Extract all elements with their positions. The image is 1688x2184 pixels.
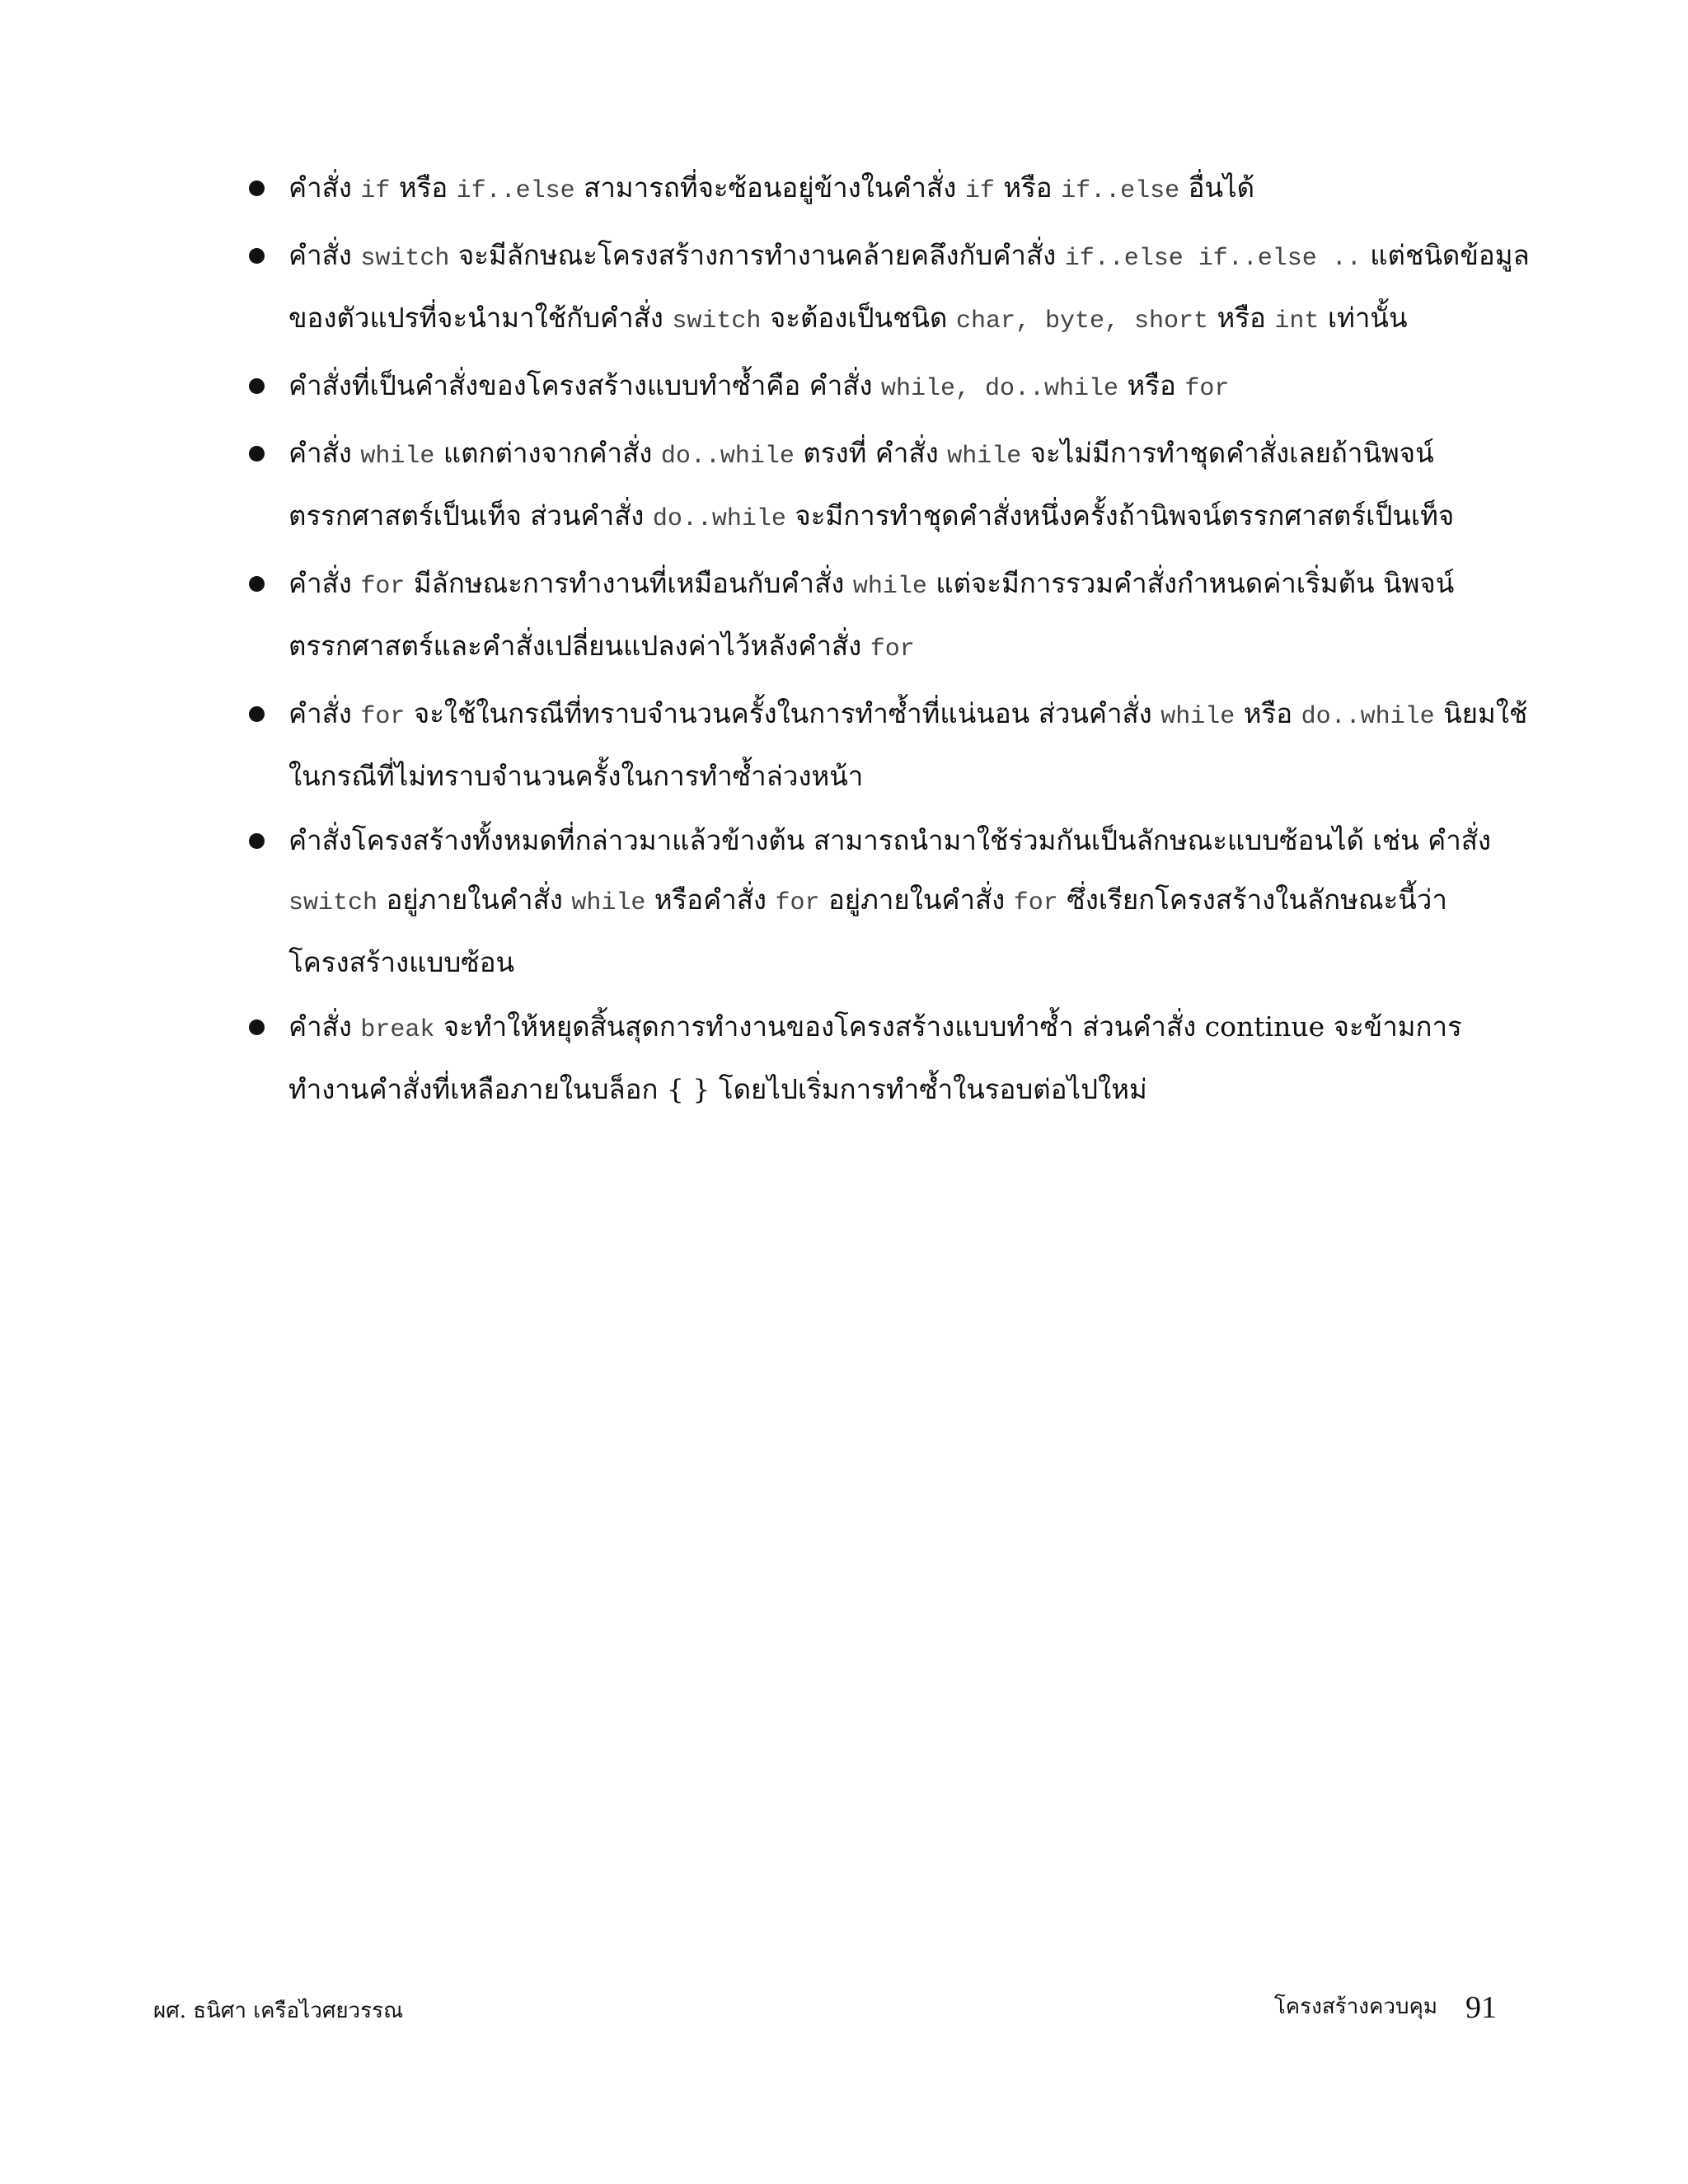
code-keyword: if xyxy=(964,177,995,205)
code-keyword: if..else xyxy=(456,177,575,205)
bullet-text: หรือ xyxy=(1118,369,1185,401)
code-keyword: do..while xyxy=(660,443,795,471)
bullet-text: หรือ xyxy=(1235,697,1301,729)
code-keyword: for xyxy=(360,573,406,601)
bullet-text: จะมีลักษณะโครงสร้างการทำงานคล้ายคลึงกับคำสั่ง xyxy=(449,239,1065,271)
bullet-item xyxy=(247,811,1533,992)
bullet-text: แต่ชนิดข้อมูลของตัวแปรที่จะนำมาใช้กับคำสั่ง xyxy=(288,239,1530,334)
bullet-text: อยู่ภายในคำสั่ง xyxy=(377,883,572,916)
bullet-text: ซึ่งเรียกโครงสร้างในลักษณะนี้ว่า โครงสร้างแบบซ้อน xyxy=(288,883,1447,978)
summary-bullet-list xyxy=(247,158,1533,1124)
bullet-text: คำสั่ง xyxy=(288,567,361,599)
code-keyword: break xyxy=(360,1016,435,1044)
code-keyword: while xyxy=(852,573,927,601)
bullet-text: คำสั่ง xyxy=(288,697,361,729)
bullet-item xyxy=(247,684,1533,806)
code-keyword: int xyxy=(1274,307,1320,335)
bullet-item xyxy=(247,424,1533,549)
footer-author: ผศ. ธนิศา เครือไวศยวรรณ xyxy=(153,1999,404,2023)
footer-chapter-title: โครงสร้างควบคุม xyxy=(1273,1994,1437,2019)
code-keyword: while xyxy=(360,443,435,471)
bullet-dot-icon xyxy=(249,248,265,264)
code-keyword: switch xyxy=(360,245,450,273)
bullet-text: คำสั่ง xyxy=(288,437,361,469)
bullet-dot-icon xyxy=(249,576,265,592)
code-keyword: for xyxy=(1013,889,1058,917)
bullet-text: หรือ xyxy=(994,171,1062,204)
code-keyword: if..else xyxy=(1061,177,1180,205)
bullet-text: คำสั่งโครงสร้างทั้งหมดที่กล่าวมาแล้วข้างต้น สามารถนำมาใช้ร่วมกันเป็นลักษณะแบบซ้อนได้ เช่น คำสั่ง xyxy=(288,824,1492,856)
bullet-dot-icon xyxy=(249,706,265,722)
bullet-dot-icon xyxy=(249,833,265,849)
bullet-text: ตรงที่ คำสั่ง xyxy=(794,437,948,469)
bullet-item xyxy=(247,554,1533,679)
code-keyword: for xyxy=(1184,375,1230,403)
bullet-text: นิยมใช้ในกรณีที่ไม่ทราบจำนวนครั้งในการทำซ้ำล่วงหน้า xyxy=(288,697,1528,792)
code-keyword: do..while xyxy=(1301,703,1435,731)
code-keyword: if..else if..else .. xyxy=(1064,245,1362,273)
bullet-text: หรือ xyxy=(1208,302,1275,334)
bullet-text: สามารถที่จะซ้อนอยู่ข้างในคำสั่ง xyxy=(574,171,965,204)
code-keyword: while, do..while xyxy=(881,375,1119,403)
bullet-text: จะต้องเป็นชนิด xyxy=(761,302,956,334)
code-keyword: while xyxy=(571,889,646,917)
bullet-text: แตกต่างจากคำสั่ง xyxy=(434,437,661,469)
bullet-dot-icon xyxy=(249,446,265,462)
bullet-text: หรือคำสั่ง xyxy=(645,883,776,916)
bullet-dot-icon xyxy=(249,180,265,196)
bullet-text: จะใช้ในกรณีที่ทราบจำนวนครั้งในการทำซ้ำที่แน่นอน ส่วนคำสั่ง xyxy=(405,697,1161,729)
bullet-text: จะทำให้หยุดสิ้นสุดการทำงานของโครงสร้างแบบทำซ้ำ ส่วนคำสั่ง continue จะข้ามการทำงานคำสั่งที่เหลือภายในบล็อก { } โดยไปเริ่มการทำซ้ำในรอบต่อไปใหม่ xyxy=(288,1010,1462,1105)
bullet-text: จะไม่มีการทำชุดคำสั่งเลยถ้านิพจน์ตรรกศาสตร์เป็นเท็จ ส่วนคำสั่ง xyxy=(288,437,1434,532)
code-keyword: for xyxy=(360,703,406,731)
bullet-text: คำสั่งที่เป็นคำสั่งของโครงสร้างแบบทำซ้ำคือ คำสั่ง xyxy=(288,369,882,401)
bullet-text: เท่านั้น xyxy=(1319,302,1408,334)
bullet-text: แต่จะมีการรวมคำสั่งกำหนดค่าเริ่มต้น นิพจน์ตรรกศาสตร์และคำสั่งเปลี่ยนแปลงค่าไว้หลังคำสั่ง xyxy=(288,567,1455,662)
page-number: 91 xyxy=(1465,1990,1497,2025)
bullet-dot-icon xyxy=(249,1019,265,1035)
code-keyword: for xyxy=(775,889,820,917)
bullet-text: มีลักษณะการทำงานที่เหมือนกับคำสั่ง xyxy=(405,567,853,599)
bullet-text: จะมีการทำชุดคำสั่งหนึ่งครั้งถ้านิพจน์ตรรกศาสตร์เป็นเท็จ xyxy=(785,499,1455,532)
code-keyword: do..while xyxy=(652,505,786,533)
bullet-text: อยู่ภายในคำสั่ง xyxy=(819,883,1014,916)
footer-chapter-block xyxy=(1274,1986,1497,2028)
code-keyword: char, byte, short xyxy=(955,307,1209,335)
bullet-item xyxy=(247,356,1533,419)
bullet-text: คำสั่ง xyxy=(288,1010,361,1043)
bullet-text: อื่นได้ xyxy=(1179,171,1255,204)
bullet-text: คำสั่ง xyxy=(288,171,361,204)
code-keyword: while xyxy=(947,443,1022,471)
code-keyword: for xyxy=(870,635,915,663)
code-keyword: while xyxy=(1160,703,1236,731)
bullet-item xyxy=(247,158,1533,221)
bullet-text: หรือ xyxy=(390,171,457,204)
code-keyword: switch xyxy=(672,307,762,335)
bullet-item xyxy=(247,226,1533,351)
bullet-text: คำสั่ง xyxy=(288,239,361,271)
bullet-item xyxy=(247,997,1533,1119)
code-keyword: if xyxy=(360,177,391,205)
bullet-dot-icon xyxy=(249,378,265,394)
code-keyword: switch xyxy=(288,889,378,917)
